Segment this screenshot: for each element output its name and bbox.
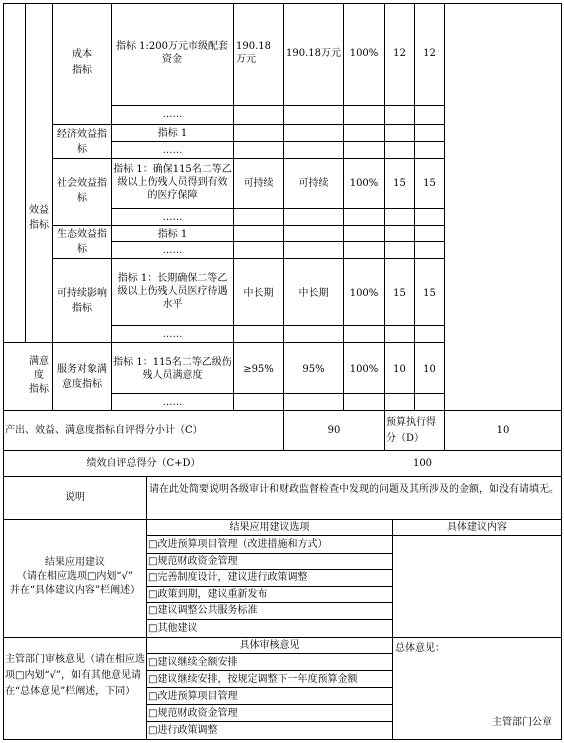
review-opinion: □进行政策调整 <box>148 725 218 736</box>
rule <box>111 325 445 326</box>
department-stamp-label: 主管部门公章 <box>492 717 552 728</box>
rule <box>3 3 4 740</box>
review-opinion-label: 主管部门审核意见（请在相应选项□内划“√”，如有其他意见请在“总体意见”栏阐述，下同） <box>5 654 145 697</box>
review-opinion: □改进预算项目管理 <box>148 691 238 702</box>
rule <box>111 3 112 410</box>
sustain-indicator-1-name: 指标 1：长期确保二等乙级以上伤残人员医疗待遇水平 <box>117 273 228 310</box>
sustain-indicator-1-weight: 15 <box>393 288 406 299</box>
rule <box>283 3 284 450</box>
economic-indicator-ellipsis: …… <box>162 145 183 156</box>
review-opinion: □规范财政资金管理 <box>148 708 238 719</box>
rule <box>25 3 26 342</box>
rule <box>146 687 392 688</box>
rule <box>146 535 562 536</box>
rule <box>561 3 562 740</box>
rule <box>111 141 445 142</box>
cost-indicator-1-weight: 12 <box>393 48 406 59</box>
cost-indicator-ellipsis: …… <box>162 109 183 120</box>
result-option: □政策到期，建议重新发布 <box>148 589 268 600</box>
satisfaction-indicator-1-weight: 10 <box>393 364 406 375</box>
rule <box>146 653 392 654</box>
subtotal-value: 90 <box>327 425 341 436</box>
budget-execution-value: 10 <box>496 425 510 436</box>
sustain-indicator-1-score: 15 <box>423 288 436 299</box>
rule <box>146 569 392 570</box>
cost-indicator-1-target: 190.18 万元 <box>236 41 271 65</box>
rule <box>111 393 445 394</box>
satisfaction-indicator-ellipsis: …… <box>162 397 183 408</box>
result-option: □改进预算项目管理（改进措施和方式） <box>148 539 328 550</box>
satisfaction-indicator-1-target: ≥95% <box>243 364 274 375</box>
sustain-indicator-1-rate: 100% <box>349 288 379 299</box>
total-score-label: 绩效自评总得分（C+D） <box>86 458 201 469</box>
rule <box>3 342 445 343</box>
rule <box>392 519 393 739</box>
subtotal-label: 产出、效益、满意度指标自评得分小计（C） <box>5 425 203 436</box>
explanation-text: 请在此处简要说明各级审计和财政监督检查中发现的问题及其所涉及的金额，如没有请填无。 <box>149 484 559 495</box>
social-indicator-label: 社会效益指 标 <box>57 178 107 204</box>
cost-indicator-1-score: 12 <box>423 48 436 59</box>
rule <box>444 3 445 450</box>
result-detail-header: 具体建议内容 <box>447 522 507 533</box>
rule <box>233 3 234 410</box>
total-score-value: 100 <box>412 458 433 469</box>
satisfaction-indicator-1-name: 指标 1：115名二等乙级伤残人员满意度 <box>113 357 232 381</box>
rule <box>111 208 445 209</box>
effect-indicator-label: 效益 指标 <box>29 205 49 231</box>
service-satisfaction-label: 服务对象满 意度指标 <box>57 364 107 390</box>
cost-indicator-1-rate: 100% <box>349 48 379 59</box>
result-option: □规范财政资金管理 <box>148 556 238 567</box>
cost-indicator-1-name: 指标 1:200万元市级配套资金 <box>116 41 228 65</box>
social-indicator-ellipsis: …… <box>162 212 183 223</box>
rule <box>384 3 385 450</box>
overall-opinion-label: 总体意见： <box>395 643 445 654</box>
rule <box>146 704 392 705</box>
cost-indicator-1-actual: 190.18万元 <box>286 48 341 59</box>
result-option: □其他建议 <box>148 623 198 634</box>
result-option: □完善制度设计，建议进行政策调整 <box>148 572 308 583</box>
satisfaction-indicator-1-rate: 100% <box>349 364 379 375</box>
sustain-indicator-1-target: 中长期 <box>243 288 274 299</box>
rule <box>111 241 445 242</box>
rule <box>146 476 147 739</box>
eco-env-indicator-1-name: 指标 1 <box>157 229 188 240</box>
explanation-label: 说明 <box>65 492 85 503</box>
result-application-label: 结果应用建议 （请在相应选项□内划“√” 并在“具体建议内容”栏阐述） <box>9 557 141 596</box>
social-indicator-1-target: 可持续 <box>243 178 274 189</box>
rule <box>3 519 562 520</box>
budget-execution-label: 预算执行得分（D） <box>386 417 436 444</box>
review-opinions-header: 具体审核意见 <box>239 640 300 651</box>
rule <box>3 739 562 740</box>
social-indicator-1-name: 指标 1：确保115名二等乙级以上伤残人员得到有效的医疗保障 <box>113 164 232 201</box>
rule <box>146 586 392 587</box>
sustain-indicator-ellipsis: …… <box>162 329 183 340</box>
eco-env-indicator-ellipsis: …… <box>162 245 183 256</box>
rule <box>146 721 392 722</box>
rule <box>3 476 562 477</box>
sustain-indicator-label: 可持续影响 指标 <box>57 288 107 314</box>
social-indicator-1-weight: 15 <box>393 178 406 189</box>
economic-indicator-1-name: 指标 1 <box>157 128 188 139</box>
review-opinion: □建议继续安排，按规定调整下一年度预算金额 <box>148 674 358 685</box>
rule <box>111 105 445 106</box>
satisfaction-indicator-1-actual: 95% <box>302 364 325 375</box>
rule <box>146 553 392 554</box>
rule <box>146 619 392 620</box>
result-option: □建议调整公共服务标准 <box>148 605 258 616</box>
eco-env-indicator-label: 生态效益指 标 <box>57 229 107 255</box>
economic-indicator-label: 经济效益指 标 <box>57 129 107 155</box>
social-indicator-1-score: 15 <box>423 178 436 189</box>
review-opinion: □建议继续全额安排 <box>148 657 238 668</box>
cost-indicator-label: 成本 指标 <box>72 49 92 76</box>
social-indicator-1-rate: 100% <box>349 178 379 189</box>
rule <box>146 602 392 603</box>
rule <box>3 637 562 638</box>
result-options-header: 结果应用建议选项 <box>229 522 310 533</box>
sustain-indicator-1-actual: 中长期 <box>298 288 329 299</box>
satisfaction-indicator-label: 满意 度 指标 <box>29 356 49 395</box>
social-indicator-1-actual: 可持续 <box>298 178 329 189</box>
rule <box>146 670 392 671</box>
rule <box>343 3 344 410</box>
satisfaction-indicator-1-score: 10 <box>423 364 436 375</box>
rule <box>3 450 562 451</box>
rule <box>414 3 415 410</box>
